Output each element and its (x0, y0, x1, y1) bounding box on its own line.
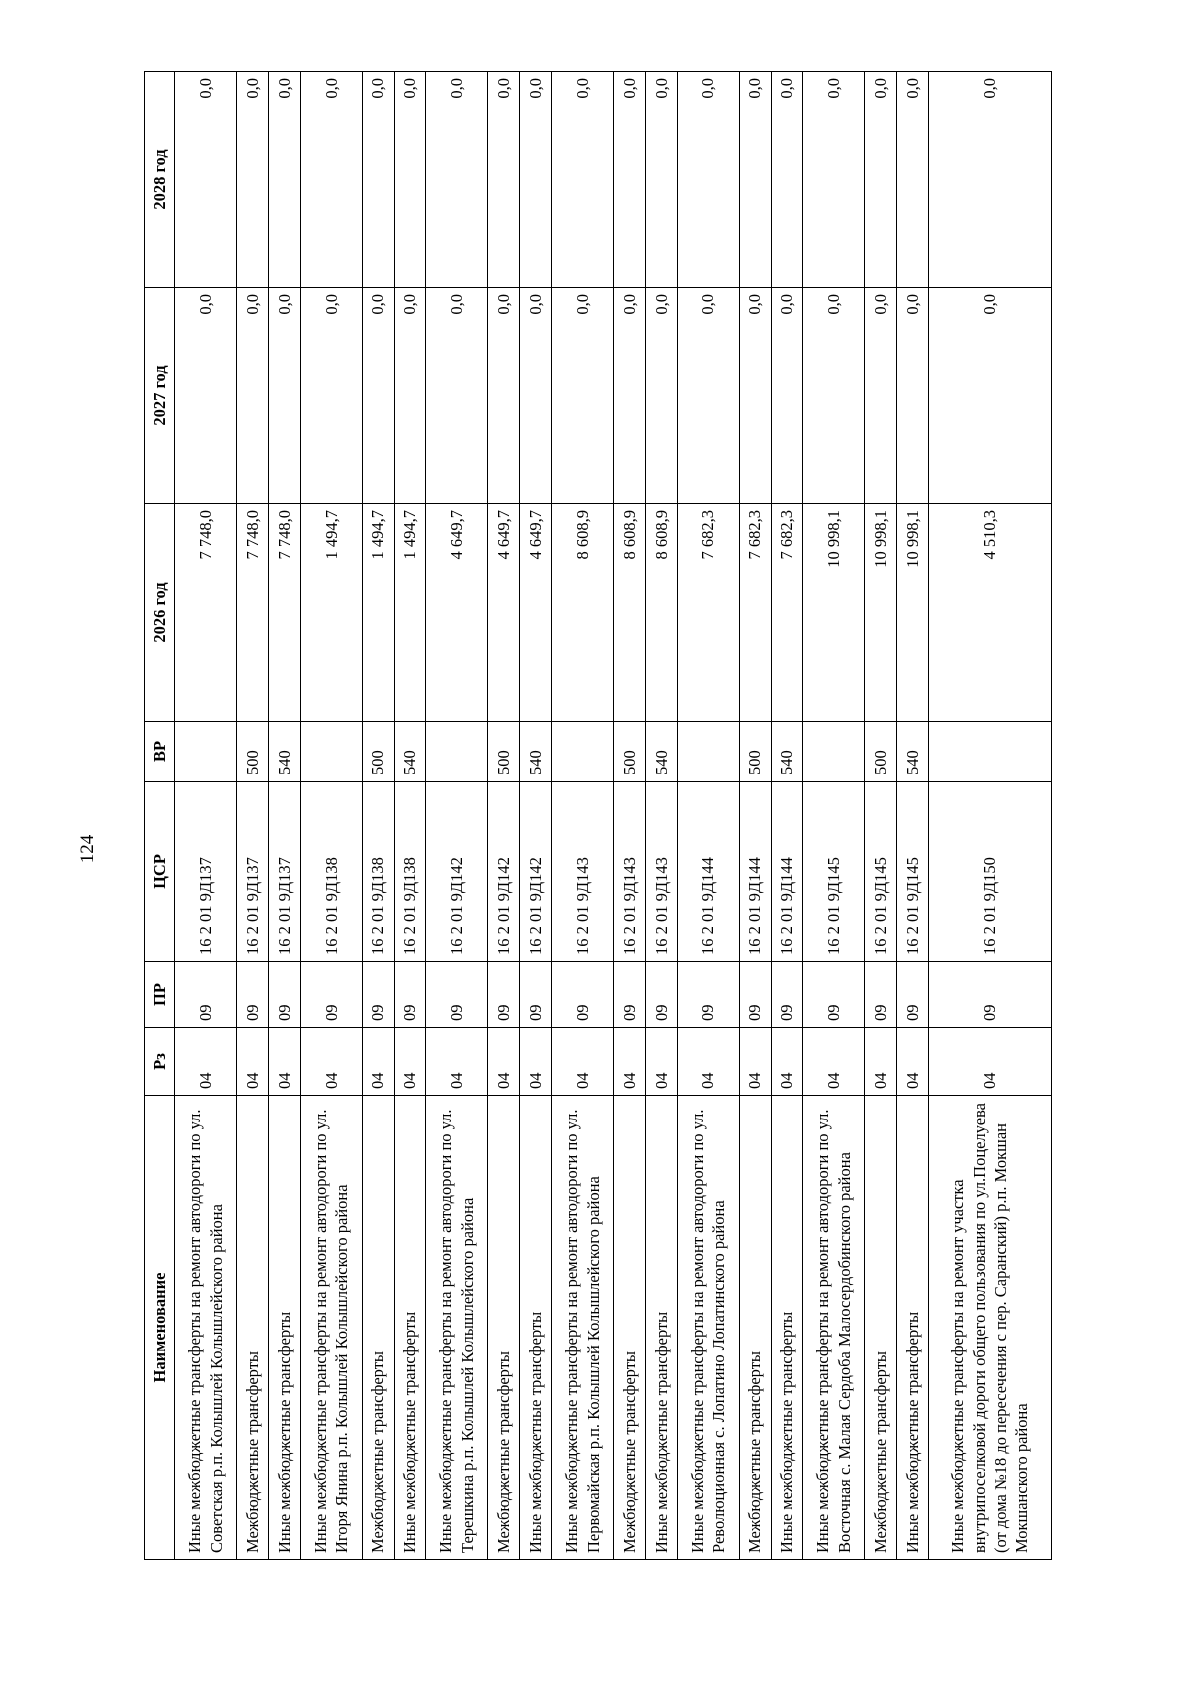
cell-pr: 09 (394, 962, 426, 1028)
cell-pr: 09 (865, 962, 897, 1028)
table-row (300, 72, 362, 1560)
cell-vr (803, 722, 865, 782)
table-row (645, 72, 677, 1560)
cell-2027: 0,0 (645, 288, 677, 504)
cell-name: Иные межбюджетные трансферты (645, 1096, 677, 1560)
cell-vr (677, 722, 739, 782)
cell-pr: 09 (362, 962, 394, 1028)
cell-2026: 1 494,7 (300, 504, 362, 722)
cell-2027: 0,0 (551, 288, 613, 504)
cell-2027: 0,0 (928, 288, 1051, 504)
header-2027: 2027 год (145, 288, 175, 504)
cell-rz: 04 (551, 1028, 613, 1096)
header-2028: 2028 год (145, 72, 175, 288)
cell-pr: 09 (739, 962, 771, 1028)
table-row (394, 72, 426, 1560)
cell-name: Иные межбюджетные трансферты на ремонт автодороги по ул. Терешкина р.п. Колышлей Колышлейского района (426, 1096, 488, 1560)
cell-2026: 7 682,3 (739, 504, 771, 722)
cell-2028: 0,0 (520, 72, 552, 288)
cell-2027: 0,0 (362, 288, 394, 504)
cell-name: Иные межбюджетные трансферты на ремонт автодороги по ул. Советская р.п. Колышлей Колышлейского района (175, 1096, 237, 1560)
cell-csr: 16 2 01 9Д145 (865, 782, 897, 962)
cell-csr: 16 2 01 9Д144 (771, 782, 803, 962)
cell-2028: 0,0 (897, 72, 929, 288)
table-row (614, 72, 646, 1560)
cell-vr: 500 (865, 722, 897, 782)
cell-pr: 09 (677, 962, 739, 1028)
cell-2027: 0,0 (426, 288, 488, 504)
cell-rz: 04 (488, 1028, 520, 1096)
cell-csr: 16 2 01 9Д144 (739, 782, 771, 962)
cell-name: Межбюджетные трансферты (237, 1096, 269, 1560)
cell-2026: 1 494,7 (394, 504, 426, 722)
cell-2028: 0,0 (677, 72, 739, 288)
cell-2027: 0,0 (488, 288, 520, 504)
table-row (677, 72, 739, 1560)
cell-2027: 0,0 (394, 288, 426, 504)
cell-rz: 04 (362, 1028, 394, 1096)
cell-csr: 16 2 01 9Д143 (551, 782, 613, 962)
cell-2028: 0,0 (175, 72, 237, 288)
cell-vr (175, 722, 237, 782)
cell-2026: 8 608,9 (551, 504, 613, 722)
header-pr: ПР (145, 962, 175, 1028)
cell-pr: 09 (928, 962, 1051, 1028)
cell-name: Иные межбюджетные трансферты на ремонт автодороги по ул. Революционная с. Лопатино Лопатинского района (677, 1096, 739, 1560)
cell-2026: 10 998,1 (865, 504, 897, 722)
cell-vr: 500 (488, 722, 520, 782)
header-csr: ЦСР (145, 782, 175, 962)
cell-csr: 16 2 01 9Д142 (426, 782, 488, 962)
cell-2027: 0,0 (300, 288, 362, 504)
cell-rz: 04 (897, 1028, 929, 1096)
cell-pr: 09 (803, 962, 865, 1028)
cell-csr: 16 2 01 9Д150 (928, 782, 1051, 962)
cell-2026: 8 608,9 (614, 504, 646, 722)
cell-pr: 09 (300, 962, 362, 1028)
cell-2028: 0,0 (362, 72, 394, 288)
cell-rz: 04 (928, 1028, 1051, 1096)
cell-2027: 0,0 (771, 288, 803, 504)
header-name: Наименование (145, 1096, 175, 1560)
table-row (897, 72, 929, 1560)
cell-2028: 0,0 (739, 72, 771, 288)
table-row (865, 72, 897, 1560)
cell-rz: 04 (300, 1028, 362, 1096)
cell-csr: 16 2 01 9Д137 (237, 782, 269, 962)
cell-2027: 0,0 (677, 288, 739, 504)
cell-name: Иные межбюджетные трансферты (520, 1096, 552, 1560)
cell-csr: 16 2 01 9Д142 (488, 782, 520, 962)
cell-vr: 540 (897, 722, 929, 782)
cell-csr: 16 2 01 9Д138 (362, 782, 394, 962)
cell-pr: 09 (175, 962, 237, 1028)
cell-vr: 500 (739, 722, 771, 782)
cell-2026: 7 748,0 (175, 504, 237, 722)
cell-csr: 16 2 01 9Д143 (614, 782, 646, 962)
cell-2027: 0,0 (175, 288, 237, 504)
cell-2028: 0,0 (300, 72, 362, 288)
cell-2027: 0,0 (897, 288, 929, 504)
cell-csr: 16 2 01 9Д138 (300, 782, 362, 962)
table-row (803, 72, 865, 1560)
cell-2027: 0,0 (237, 288, 269, 504)
cell-2027: 0,0 (268, 288, 300, 504)
cell-name: Иные межбюджетные трансферты (268, 1096, 300, 1560)
cell-2026: 7 748,0 (268, 504, 300, 722)
cell-name: Межбюджетные трансферты (488, 1096, 520, 1560)
cell-2028: 0,0 (551, 72, 613, 288)
table-row (488, 72, 520, 1560)
table-header-row (145, 72, 175, 1560)
cell-rz: 04 (645, 1028, 677, 1096)
cell-name: Иные межбюджетные трансферты на ремонт участка внутрипоселковой дороги общего пользования по ул.Поцелуева (от дома №18 до пересечения с пер. Саранский) р.п. Мокшан Мокшанского района (928, 1096, 1051, 1560)
cell-rz: 04 (803, 1028, 865, 1096)
cell-vr: 540 (520, 722, 552, 782)
cell-2027: 0,0 (803, 288, 865, 504)
cell-rz: 04 (394, 1028, 426, 1096)
cell-name: Иные межбюджетные трансферты (394, 1096, 426, 1560)
cell-pr: 09 (771, 962, 803, 1028)
cell-name: Иные межбюджетные трансферты (897, 1096, 929, 1560)
table-row (175, 72, 237, 1560)
cell-name: Иные межбюджетные трансферты на ремонт автодороги по ул. Первомайская р.п. Колышлей Колышлейского района (551, 1096, 613, 1560)
cell-2028: 0,0 (928, 72, 1051, 288)
cell-2026: 7 748,0 (237, 504, 269, 722)
cell-2028: 0,0 (614, 72, 646, 288)
cell-csr: 16 2 01 9Д137 (268, 782, 300, 962)
table-row (237, 72, 269, 1560)
budget-table (144, 71, 1052, 1560)
cell-2028: 0,0 (426, 72, 488, 288)
header-rz: Рз (145, 1028, 175, 1096)
cell-vr: 540 (645, 722, 677, 782)
cell-rz: 04 (237, 1028, 269, 1096)
cell-2028: 0,0 (237, 72, 269, 288)
cell-rz: 04 (865, 1028, 897, 1096)
table-row (928, 72, 1051, 1560)
cell-name: Межбюджетные трансферты (739, 1096, 771, 1560)
cell-vr: 500 (614, 722, 646, 782)
cell-csr: 16 2 01 9Д144 (677, 782, 739, 962)
cell-rz: 04 (739, 1028, 771, 1096)
cell-pr: 09 (614, 962, 646, 1028)
cell-name: Иные межбюджетные трансферты на ремонт автодороги по ул. Игоря Янина р.п. Колышлей Колышлейского района (300, 1096, 362, 1560)
table-row (426, 72, 488, 1560)
cell-pr: 09 (645, 962, 677, 1028)
cell-2027: 0,0 (865, 288, 897, 504)
cell-vr (928, 722, 1051, 782)
cell-pr: 09 (488, 962, 520, 1028)
cell-csr: 16 2 01 9Д137 (175, 782, 237, 962)
cell-pr: 09 (551, 962, 613, 1028)
cell-2026: 1 494,7 (362, 504, 394, 722)
cell-2026: 10 998,1 (897, 504, 929, 722)
cell-name: Межбюджетные трансферты (614, 1096, 646, 1560)
cell-rz: 04 (614, 1028, 646, 1096)
cell-csr: 16 2 01 9Д145 (897, 782, 929, 962)
cell-csr: 16 2 01 9Д145 (803, 782, 865, 962)
cell-vr: 540 (771, 722, 803, 782)
cell-csr: 16 2 01 9Д138 (394, 782, 426, 962)
cell-2028: 0,0 (268, 72, 300, 288)
header-vr: ВР (145, 722, 175, 782)
cell-2028: 0,0 (645, 72, 677, 288)
cell-vr: 500 (237, 722, 269, 782)
cell-2026: 4 510,3 (928, 504, 1051, 722)
cell-2026: 4 649,7 (488, 504, 520, 722)
cell-rz: 04 (175, 1028, 237, 1096)
cell-2027: 0,0 (520, 288, 552, 504)
cell-vr: 540 (268, 722, 300, 782)
cell-2028: 0,0 (394, 72, 426, 288)
table-row (268, 72, 300, 1560)
cell-pr: 09 (520, 962, 552, 1028)
rotated-table-container (144, 72, 1052, 1560)
cell-2026: 7 682,3 (677, 504, 739, 722)
cell-pr: 09 (237, 962, 269, 1028)
cell-2026: 8 608,9 (645, 504, 677, 722)
cell-name: Иные межбюджетные трансферты на ремонт автодороги по ул. Восточная с. Малая Сердоба Малосердобинского района (803, 1096, 865, 1560)
cell-name: Иные межбюджетные трансферты (771, 1096, 803, 1560)
page-number: 124 (77, 834, 98, 864)
cell-2026: 4 649,7 (426, 504, 488, 722)
cell-pr: 09 (426, 962, 488, 1028)
table-row (771, 72, 803, 1560)
cell-vr (300, 722, 362, 782)
cell-vr (426, 722, 488, 782)
cell-2026: 7 682,3 (771, 504, 803, 722)
cell-name: Межбюджетные трансферты (362, 1096, 394, 1560)
table-body (175, 72, 1052, 1560)
cell-2028: 0,0 (865, 72, 897, 288)
cell-rz: 04 (771, 1028, 803, 1096)
cell-rz: 04 (268, 1028, 300, 1096)
cell-pr: 09 (268, 962, 300, 1028)
cell-csr: 16 2 01 9Д142 (520, 782, 552, 962)
header-2026: 2026 год (145, 504, 175, 722)
cell-vr (551, 722, 613, 782)
cell-vr: 540 (394, 722, 426, 782)
table-row (551, 72, 613, 1560)
cell-2028: 0,0 (771, 72, 803, 288)
cell-2026: 10 998,1 (803, 504, 865, 722)
cell-csr: 16 2 01 9Д143 (645, 782, 677, 962)
cell-2026: 4 649,7 (520, 504, 552, 722)
cell-rz: 04 (426, 1028, 488, 1096)
cell-2028: 0,0 (488, 72, 520, 288)
cell-pr: 09 (897, 962, 929, 1028)
cell-2027: 0,0 (614, 288, 646, 504)
cell-rz: 04 (520, 1028, 552, 1096)
cell-2027: 0,0 (739, 288, 771, 504)
cell-rz: 04 (677, 1028, 739, 1096)
table-row (520, 72, 552, 1560)
table-row (739, 72, 771, 1560)
cell-vr: 500 (362, 722, 394, 782)
cell-2028: 0,0 (803, 72, 865, 288)
table-row (362, 72, 394, 1560)
cell-name: Межбюджетные трансферты (865, 1096, 897, 1560)
